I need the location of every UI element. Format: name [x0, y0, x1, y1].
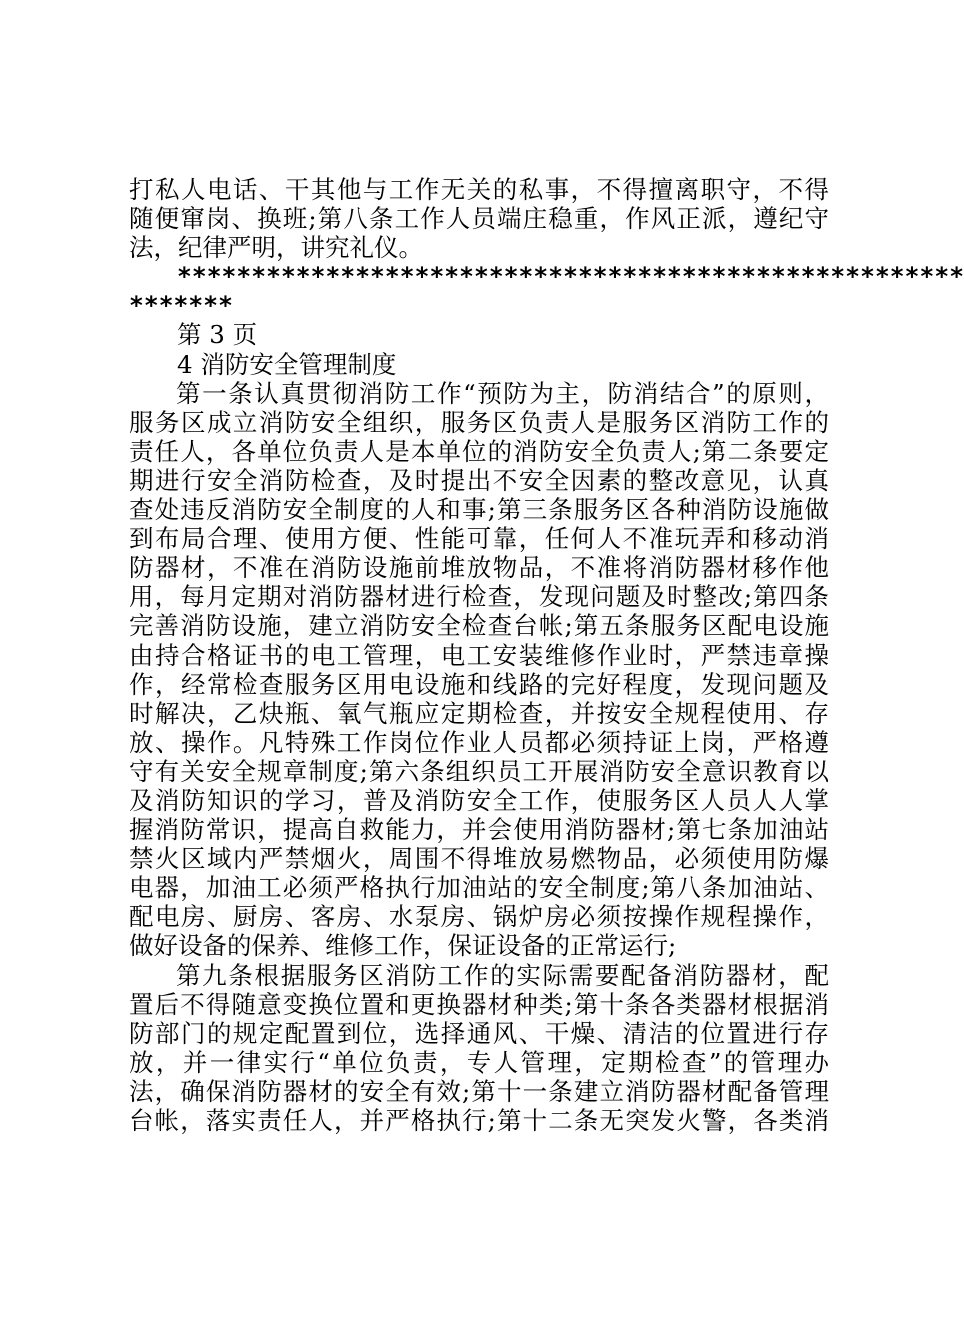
- paragraph-line: 作，经常检查服务区用电设施和线路的完好程度，发现问题及: [129, 669, 829, 699]
- paragraph-line: 守有关安全规章制度;第六条组织员工开展消防安全意识教育以: [129, 756, 829, 786]
- paragraph-line: 法，确保消防器材的安全有效;第十一条建立消防器材配备管理: [129, 1076, 829, 1106]
- paragraph-line: 做好设备的保养、维修工作，保证设备的正常运行;: [129, 931, 677, 961]
- paragraph-line: 由持合格证书的电工管理，电工安装维修作业时，严禁违章操: [129, 640, 829, 670]
- paragraph-line: 放、操作。凡特殊工作岗位作业人员都必须持证上岗，严格遵: [129, 727, 829, 757]
- paragraph-line: 责任人，各单位负责人是本单位的消防安全负责人;第二条要定: [129, 436, 829, 466]
- paragraph-line: 第九条根据服务区消防工作的实际需要配备消防器材，配: [176, 960, 829, 990]
- paragraph-line: 置后不得随意变换位置和更换器材种类;第十条各类器材根据消: [129, 989, 829, 1019]
- text-line: 随便窜岗、换班;第八条工作人员端庄稳重，作风正派，遵纪守: [129, 204, 829, 234]
- paragraph-line: 防器材，不准在消防设施前堆放物品，不准将消防器材移作他: [129, 553, 829, 583]
- paragraph-line: 查处违反消防安全制度的人和事;第三条服务区各种消防设施做: [129, 495, 829, 525]
- paragraph-line: 配电房、厨房、客房、水泵房、锅炉房必须按操作规程操作，: [129, 902, 829, 932]
- paragraph-line: 防部门的规定配置到位，选择通风、干燥、清洁的位置进行存: [129, 1018, 829, 1048]
- paragraph-line: 及消防知识的学习，普及消防安全工作，使服务区人员人人掌: [129, 785, 829, 815]
- text-line: 打私人电话、干其他与工作无关的私事，不得擅离职守，不得: [129, 175, 829, 204]
- paragraph-line: 台帐，落实责任人，并严格执行;第十二条无突发火警，各类消: [129, 1106, 829, 1135]
- paragraph-line: 放，并一律实行“单位负责，专人管理，定期检查”的管理办: [129, 1047, 829, 1077]
- paragraph-line: 第一条认真贯彻消防工作“预防为主，防消结合”的原则，: [176, 378, 829, 408]
- paragraph-line: 服务区成立消防安全组织，服务区负责人是服务区消防工作的: [129, 407, 829, 437]
- paragraph-line: 期进行安全消防检查，及时提出不安全因素的整改意见，认真: [129, 465, 829, 495]
- paragraph-line: 电器，加油工必须严格执行加油站的安全制度;第八条加油站、: [129, 873, 829, 903]
- separator-stars: *****************************************************: [177, 262, 964, 292]
- paragraph-line: 禁火区域内严禁烟火，周围不得堆放易燃物品，必须使用防爆: [129, 844, 829, 874]
- separator-stars: *******: [129, 291, 233, 321]
- paragraph-line: 用，每月定期对消防器材进行检查，发现问题及时整改;第四条: [129, 582, 829, 612]
- paragraph-line: 握消防常识，提高自救能力，并会使用消防器材;第七条加油站: [129, 815, 829, 845]
- document-page: [129, 175, 964, 1135]
- text-line: 法，纪律严明，讲究礼仪。: [129, 233, 423, 263]
- section-heading: 4 消防安全管理制度: [177, 349, 397, 379]
- paragraph-line: 到布局合理、使用方便、性能可靠，任何人不准玩弄和移动消: [129, 524, 829, 554]
- paragraph-line: 时解决，乙炔瓶、氧气瓶应定期检查，并按安全规程使用、存: [129, 698, 829, 728]
- paragraph-line: 完善消防设施，建立消防安全检查台帐;第五条服务区配电设施: [129, 611, 829, 641]
- page-number: 第 3 页: [177, 320, 258, 350]
